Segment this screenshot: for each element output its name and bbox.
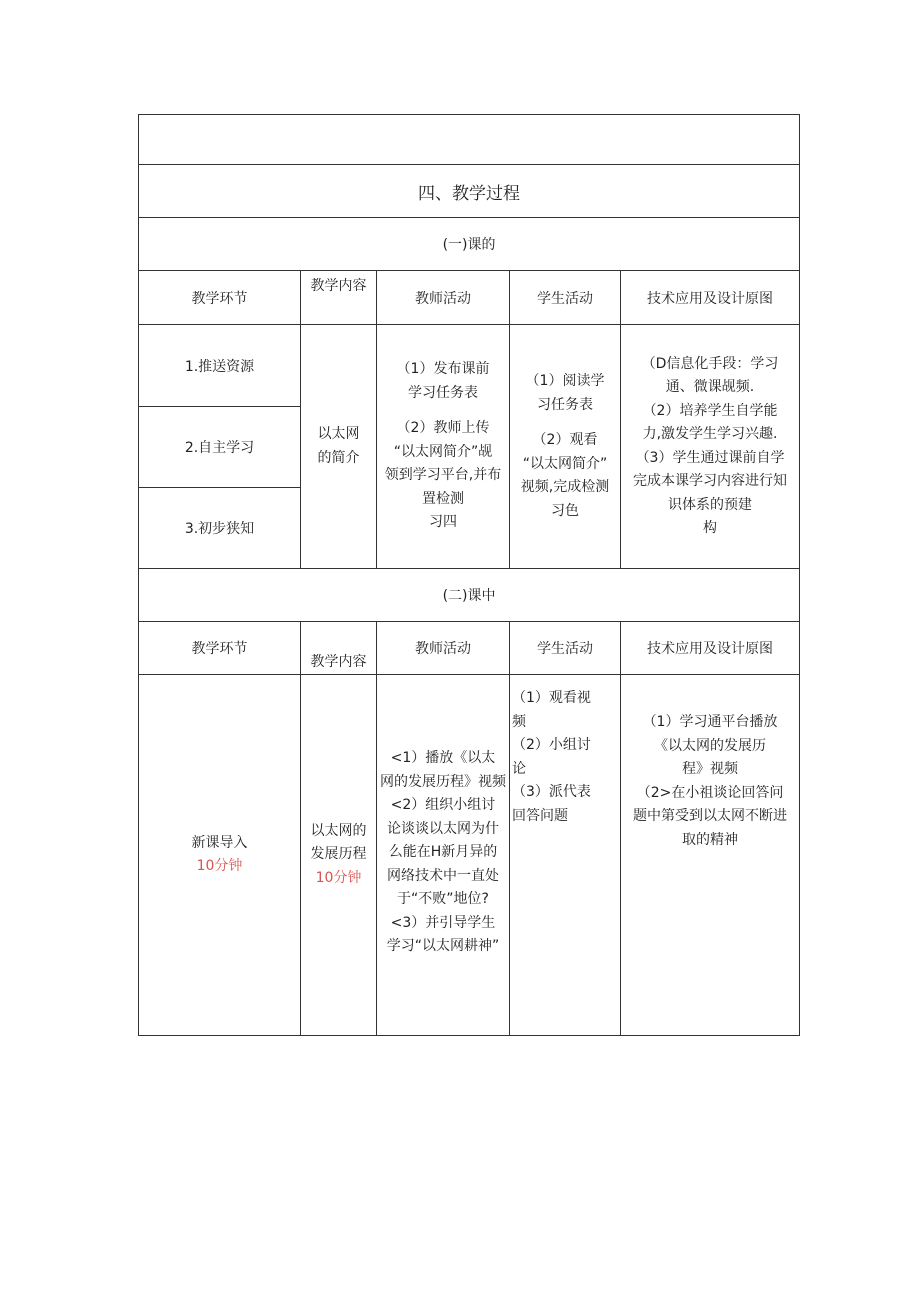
tech-line: 程》视频 [682,761,739,777]
content-cell [301,675,377,1036]
stage-cell [139,675,301,1036]
tech-line: 力,激发学生学习兴趣. [642,426,778,442]
header-content: 教学内容 [301,271,377,325]
tech-line: （2>在小祖谈论回答问 [636,784,784,801]
teacher-line: 领到学习平台,并布 [384,467,502,484]
content-line: 的简介 [317,449,360,466]
section-title: 四、教学过程 [139,165,800,218]
header-student: 学生活动 [510,271,621,325]
student-line: 习色 [551,502,579,519]
teacher-line: 学习“以太网耕神” [386,938,500,954]
student-activity-cell [510,325,621,569]
student-line: 频 [512,713,526,730]
student-line: （2）小组讨 [512,737,591,753]
tech-line: 完成本课学习内容进行知 [633,473,788,489]
teacher-line: <3）并引导学生 [390,914,496,931]
teacher-line: “以太网简介”觇 [393,443,493,460]
teacher-line: 置检测 [422,490,464,507]
part2-heading: (二)课中 [139,569,800,622]
stage-cell: 2.自主学习 [139,407,301,488]
tech-line: 《以太网的发展历 [654,737,767,754]
part1-row-1 [139,325,800,407]
teacher-line: 网络技术中一直处 [387,867,499,884]
teacher-activity-cell [377,325,510,569]
teacher-line: 学习任务表 [408,384,478,401]
header-tech: 技术应用及设计原图 [621,622,800,675]
header-content: 教学内容 [301,622,377,675]
tech-line: 取的精神 [682,831,739,848]
teaching-process-table [138,114,800,1036]
student-line: “以太网简介” [522,455,608,472]
teacher-line: （1）发布课前 [396,361,490,378]
content-cell [301,325,377,569]
student-line: 回答问题 [512,807,568,824]
header-stage: 教学环节 [139,271,301,325]
part2-heading-row [139,569,800,622]
student-line: 论 [512,760,526,777]
content-time: 10分钟 [315,869,362,886]
teacher-line: 习四 [429,514,457,531]
teacher-line: 论谈谈以太网为什 [387,820,499,837]
content-line: 以太网 [317,426,360,442]
tech-line: （1）学习通平台播放 [642,714,778,730]
header-teacher: 教师活动 [377,622,510,675]
student-line: （1）阅读学 [525,373,605,389]
teacher-line: <2）组织小组讨 [390,797,496,813]
header-teacher: 教师活动 [377,271,510,325]
tech-line: 识体系的预建 [668,496,753,513]
teacher-line: <1）播放《以太 [390,750,496,766]
tech-design-cell [621,325,800,569]
content-line: 发展历程 [310,846,367,863]
header-tech: 技术应用及设计原图 [621,271,800,325]
part1-heading-row [139,218,800,271]
tech-line: 题中第受到以太网不断进 [633,808,788,824]
teacher-line: 于“不败”地位? [397,891,489,907]
student-line: 视频,完成检测 [520,479,610,495]
content-line: 以太网的 [310,822,367,839]
tech-line: （D信息化手段：学习 [641,355,779,372]
teacher-line: （2）教师上传 [396,420,490,437]
tech-line: （3）学生通过课前自学 [635,449,785,466]
stage-cell: 3.初步狭知 [139,488,301,569]
stage-cell: 1.推送资源 [139,325,301,407]
header-student: 学生活动 [510,622,621,675]
stage-time: 10分钟 [196,858,243,874]
blank-row [139,115,800,165]
header-stage: 教学环节 [139,622,301,675]
tech-line: 通、微课觇频. [665,379,755,395]
teacher-activity-cell [377,675,510,1036]
teacher-line: 网的发展历程》视频 [380,773,506,790]
stage-label: 新课导入 [191,834,248,851]
section-title-row [139,165,800,218]
teacher-line: 么能在H新月异的 [388,844,498,860]
tech-line: （2）培养学生自学能 [642,402,778,419]
student-line: （2）观看 [532,432,598,448]
part2-row [139,675,800,1036]
part2-header-row [139,622,800,675]
student-line: 习任务表 [537,396,593,413]
part1-heading: (一)课的 [139,218,800,271]
student-line: （3）派代表 [512,784,591,800]
tech-line: 构 [703,520,718,536]
part1-header-row [139,271,800,325]
tech-design-cell [621,675,800,1036]
student-activity-cell [510,675,621,1036]
blank-cell [139,115,800,165]
student-line: （1）观看视 [512,690,591,706]
